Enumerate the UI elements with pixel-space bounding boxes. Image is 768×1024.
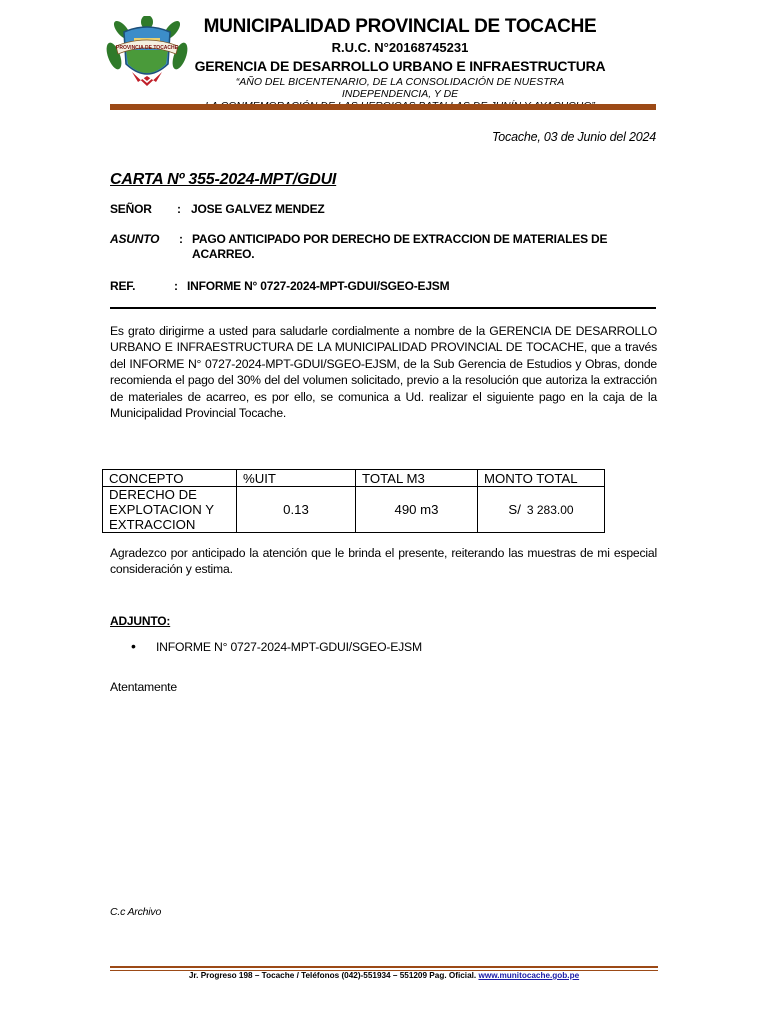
motto-line-1: “AÑO DEL BICENTENARIO, DE LA CONSOLIDACIÓN DE NUESTRA INDEPENDENCIA, Y DE	[235, 76, 565, 100]
bullet-icon: •	[131, 638, 136, 654]
subject-text: PAGO ANTICIPADO POR DERECHO DE EXTRACCION DE MATERIALES DE ACARREO.	[192, 232, 608, 261]
monto-total-cell	[478, 487, 605, 533]
column-header-concept: CONCEPTO	[103, 470, 237, 487]
department-name: GERENCIA DE DESARROLLO URBANO E INFRAESTRUCTURA	[194, 58, 606, 74]
column-header-monto-total: MONTO TOTAL	[478, 470, 605, 487]
header-divider	[110, 104, 656, 110]
column-header-uit: %UIT	[237, 470, 356, 487]
uit-cell: 0.13	[237, 487, 356, 533]
attachment-item: INFORME N° 0727-2024-MPT-GDUI/SGEO-EJSM	[156, 640, 422, 654]
attachment-title: ADJUNTO:	[110, 614, 171, 628]
municipal-coat-of-arms-logo	[104, 16, 190, 90]
reference-label: REF.	[110, 279, 136, 293]
reference-colon: :	[174, 279, 178, 293]
reference-text: INFORME N° 0727-2024-MPT-GDUI/SGEO-EJSM	[187, 279, 450, 293]
recipient-name: JOSE GALVEZ MENDEZ	[191, 202, 325, 216]
payment-table	[102, 469, 605, 533]
carbon-copy-note: C.c Archivo	[110, 906, 162, 918]
concept-cell: DERECHO DE EXPLOTACION Y EXTRACCION	[103, 487, 237, 533]
footer-address: Jr. Progreso 198 – Tocache / Teléfonos (042)-551934 – 551209 Pag. Oficial.	[188, 971, 477, 980]
footer-contact	[110, 971, 658, 980]
column-header-total-m3: TOTAL M3	[356, 470, 478, 487]
ruc-number: R.U.C. N°20168745231	[331, 40, 469, 55]
letter-body: Es grato dirigirme a usted para saludarle cordialmente a nombre de la GERENCIA DE DESARROLLO URBANO E INFRAESTRUCTURA DE LA MUNICIPALIDAD PROVINCIAL DE TOCACHE, que a través del INFORME N° 0727-2024-MPT-GDUI/SGEO-EJSM, de la Sub Gerencia de Estudios y Obras, donde recomienda el pago del 30% del del volumen solicitado, previo a la resolución que autoriza la extracción de materiales de acarreo, es por ello, se comunica a Ud. realizar el siguiente pago en la caja de la Municipalidad Provincial Tocache.	[110, 324, 657, 421]
subject-colon: :	[179, 232, 183, 246]
recipient-colon: :	[177, 202, 181, 216]
website-link[interactable]: www.munitocache.gob.pe	[478, 971, 580, 980]
sign-off: Atentamente	[110, 680, 177, 694]
letter-title: CARTA Nº 355-2024-MPT/GDUI	[110, 171, 337, 188]
closing-paragraph: Agradezco por anticipado la atención que le brinda el presente, reiterando las muestras de mi especial consideración y estima.	[110, 546, 657, 577]
total-m3-cell: 490 m3	[356, 487, 478, 533]
reference-divider	[110, 307, 656, 309]
amount-value: 3 283.00	[526, 503, 574, 517]
table-row	[103, 487, 605, 533]
subject-label: ASUNTO	[110, 232, 160, 246]
logo-banner-text: PROVINCIA DE TOCACHE	[116, 45, 178, 51]
letter-date: Tocache, 03 de Junio del 2024	[491, 130, 656, 144]
table-header-row	[103, 470, 605, 487]
recipient-label: SEÑOR	[110, 202, 152, 216]
currency-symbol: S/	[508, 502, 521, 517]
municipality-name: MUNICIPALIDAD PROVINCIAL DE TOCACHE	[203, 16, 597, 37]
